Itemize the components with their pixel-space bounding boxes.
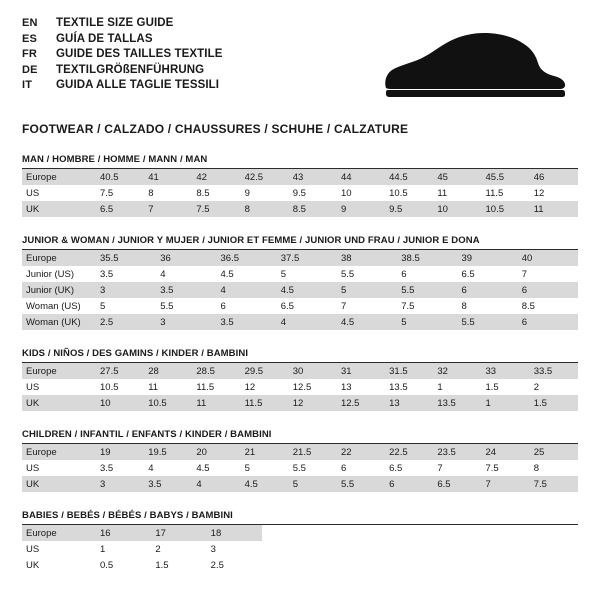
size-table-babies — [22, 510, 578, 573]
cell: 7 — [337, 298, 397, 314]
language-code: ES — [22, 32, 38, 45]
cell: 42.5 — [241, 169, 289, 185]
table-row — [22, 169, 578, 185]
cell: 6 — [518, 282, 578, 298]
language-title: GUIDA ALLE TAGLIE TESSILI — [56, 79, 220, 91]
cell: 9.5 — [289, 185, 337, 201]
cell: 44.5 — [385, 169, 433, 185]
cell: 45.5 — [482, 169, 530, 185]
cell: 5.5 — [156, 298, 216, 314]
cell: 6 — [385, 476, 433, 492]
cell: 16 — [96, 525, 151, 541]
table — [22, 444, 578, 492]
cell: 24 — [482, 444, 530, 460]
table-heading: JUNIOR & WOMAN / JUNIOR Y MUJER / JUNIOR ET FEMME / JUNIOR UND FRAU / JUNIOR E DONA — [22, 235, 578, 250]
cell: 1.5 — [530, 395, 578, 411]
cell: 1 — [482, 395, 530, 411]
cell: 4 — [156, 266, 216, 282]
cell: 21.5 — [289, 444, 337, 460]
cell: 6 — [518, 314, 578, 330]
table-row — [22, 444, 578, 460]
cell: 3.5 — [217, 314, 277, 330]
cell: 0.5 — [96, 557, 151, 573]
cell: 7.5 — [397, 298, 457, 314]
table-row — [22, 557, 262, 573]
table-row — [22, 201, 578, 217]
row-label: Junior (UK) — [22, 282, 96, 298]
table-row — [22, 250, 578, 266]
cell: 10.5 — [482, 201, 530, 217]
cell: 1.5 — [482, 379, 530, 395]
cell: 4 — [192, 476, 240, 492]
cell: 36.5 — [217, 250, 277, 266]
cell: 5 — [289, 476, 337, 492]
cell: 5.5 — [289, 460, 337, 476]
page-title: FOOTWEAR / CALZADO / CHAUSSURES / SCHUHE / CALZATURE — [22, 122, 409, 136]
cell: 11 — [530, 201, 578, 217]
cell: 21 — [241, 444, 289, 460]
table-row — [22, 298, 578, 314]
cell: 3 — [96, 282, 156, 298]
language-title: TEXTILE SIZE GUIDE — [56, 17, 174, 29]
cell: 10.5 — [96, 379, 144, 395]
cell: 9 — [337, 201, 385, 217]
cell: 10 — [337, 185, 385, 201]
cell: 8.5 — [192, 185, 240, 201]
cell: 11 — [433, 185, 481, 201]
row-label: US — [22, 541, 96, 557]
cell: 7 — [433, 460, 481, 476]
cell: 3.5 — [144, 476, 192, 492]
cell: 11 — [192, 395, 240, 411]
cell: 27.5 — [96, 363, 144, 379]
table-row — [22, 476, 578, 492]
table-row — [22, 525, 262, 541]
cell: 11.5 — [241, 395, 289, 411]
cell: 8 — [530, 460, 578, 476]
cell: 17 — [151, 525, 206, 541]
cell: 42 — [192, 169, 240, 185]
cell: 6.5 — [385, 460, 433, 476]
cell: 5.5 — [458, 314, 518, 330]
cell: 7.5 — [96, 185, 144, 201]
cell: 38 — [337, 250, 397, 266]
cell: 8.5 — [289, 201, 337, 217]
cell: 44 — [337, 169, 385, 185]
cell: 5.5 — [337, 266, 397, 282]
cell: 8 — [144, 185, 192, 201]
cell: 12 — [289, 395, 337, 411]
row-label: US — [22, 379, 96, 395]
cell: 2.5 — [96, 314, 156, 330]
cell: 29.5 — [241, 363, 289, 379]
size-table-kids — [22, 348, 578, 411]
row-label: US — [22, 185, 96, 201]
cell: 30 — [289, 363, 337, 379]
language-code: EN — [22, 17, 38, 29]
cell: 12.5 — [337, 395, 385, 411]
table-row — [22, 379, 578, 395]
cell: 6 — [337, 460, 385, 476]
page-header — [22, 16, 578, 112]
cell: 13 — [385, 395, 433, 411]
cell: 37.5 — [277, 250, 337, 266]
cell: 5.5 — [337, 476, 385, 492]
cell: 2 — [151, 541, 206, 557]
size-table-children — [22, 429, 578, 492]
table-heading: KIDS / NIÑOS / DES GAMINS / KINDER / BAMBINI — [22, 348, 578, 363]
cell: 32 — [433, 363, 481, 379]
table-row — [22, 314, 578, 330]
cell: 31.5 — [385, 363, 433, 379]
cell: 12 — [241, 379, 289, 395]
cell: 10.5 — [144, 395, 192, 411]
cell: 28 — [144, 363, 192, 379]
cell: 4 — [277, 314, 337, 330]
cell: 6 — [458, 282, 518, 298]
cell: 35.5 — [96, 250, 156, 266]
row-label: UK — [22, 201, 96, 217]
cell: 4 — [217, 282, 277, 298]
cell: 5.5 — [397, 282, 457, 298]
cell: 12 — [530, 185, 578, 201]
table — [22, 525, 262, 573]
cell: 2.5 — [207, 557, 262, 573]
dress-shoe-icon — [378, 30, 568, 100]
table-row — [22, 541, 262, 557]
cell: 19 — [96, 444, 144, 460]
cell: 11 — [144, 379, 192, 395]
cell: 20 — [192, 444, 240, 460]
cell: 13.5 — [385, 379, 433, 395]
cell: 2 — [530, 379, 578, 395]
language-title: GUIDE DES TAILLES TEXTILE — [56, 48, 223, 60]
language-code: IT — [22, 79, 33, 91]
cell: 7 — [482, 476, 530, 492]
row-label: Woman (US) — [22, 298, 96, 314]
cell: 4.5 — [241, 476, 289, 492]
table-row — [22, 395, 578, 411]
cell: 9.5 — [385, 201, 433, 217]
row-label: UK — [22, 557, 96, 573]
table-row — [22, 266, 578, 282]
cell: 3.5 — [156, 282, 216, 298]
language-code: DE — [22, 63, 38, 76]
row-label: Europe — [22, 444, 96, 460]
cell: 22.5 — [385, 444, 433, 460]
row-label: US — [22, 460, 96, 476]
language-title: GUÍA DE TALLAS — [56, 32, 153, 45]
cell: 6.5 — [458, 266, 518, 282]
cell: 43 — [289, 169, 337, 185]
row-label: UK — [22, 395, 96, 411]
table — [22, 250, 578, 330]
row-label: Junior (US) — [22, 266, 96, 282]
cell: 39 — [458, 250, 518, 266]
cell: 45 — [433, 169, 481, 185]
cell: 12.5 — [289, 379, 337, 395]
cell: 8.5 — [518, 298, 578, 314]
cell: 1.5 — [151, 557, 206, 573]
row-label: Europe — [22, 250, 96, 266]
cell: 9 — [241, 185, 289, 201]
cell: 7.5 — [192, 201, 240, 217]
row-label: Europe — [22, 525, 96, 541]
cell: 4.5 — [217, 266, 277, 282]
size-table-junior-woman — [22, 235, 578, 330]
table-row — [22, 460, 578, 476]
cell: 5 — [337, 282, 397, 298]
cell: 7 — [518, 266, 578, 282]
cell: 10 — [433, 201, 481, 217]
cell: 3 — [96, 476, 144, 492]
cell: 46 — [530, 169, 578, 185]
cell: 22 — [337, 444, 385, 460]
cell: 4.5 — [337, 314, 397, 330]
cell: 4.5 — [192, 460, 240, 476]
table-row — [22, 282, 578, 298]
cell: 4 — [144, 460, 192, 476]
cell: 7.5 — [482, 460, 530, 476]
cell: 40 — [518, 250, 578, 266]
cell: 10.5 — [385, 185, 433, 201]
cell: 8 — [241, 201, 289, 217]
cell: 6.5 — [277, 298, 337, 314]
cell: 25 — [530, 444, 578, 460]
cell: 5 — [96, 298, 156, 314]
cell: 7.5 — [530, 476, 578, 492]
cell: 3 — [156, 314, 216, 330]
cell: 36 — [156, 250, 216, 266]
cell: 11.5 — [192, 379, 240, 395]
table-row — [22, 363, 578, 379]
cell: 6 — [217, 298, 277, 314]
cell: 7 — [144, 201, 192, 217]
row-label: Europe — [22, 363, 96, 379]
cell: 5 — [241, 460, 289, 476]
cell: 1 — [96, 541, 151, 557]
cell: 5 — [277, 266, 337, 282]
size-table-man — [22, 154, 578, 217]
cell: 23.5 — [433, 444, 481, 460]
cell: 33 — [482, 363, 530, 379]
table — [22, 363, 578, 411]
cell: 10 — [96, 395, 144, 411]
table-heading: BABIES / BEBÉS / BÉBÉS / BABYS / BAMBINI — [22, 510, 578, 525]
cell: 31 — [337, 363, 385, 379]
table-heading: MAN / HOMBRE / HOMME / MANN / MAN — [22, 154, 578, 169]
language-title: TEXTILGRÖßENFÜHRUNG — [56, 63, 205, 76]
cell: 6.5 — [433, 476, 481, 492]
cell: 18 — [207, 525, 262, 541]
cell: 6 — [397, 266, 457, 282]
cell: 40.5 — [96, 169, 144, 185]
cell: 3.5 — [96, 460, 144, 476]
cell: 6.5 — [96, 201, 144, 217]
cell: 13 — [337, 379, 385, 395]
cell: 19.5 — [144, 444, 192, 460]
cell: 3 — [207, 541, 262, 557]
cell: 11.5 — [482, 185, 530, 201]
cell: 5 — [397, 314, 457, 330]
cell: 38.5 — [397, 250, 457, 266]
row-label: Europe — [22, 169, 96, 185]
table-heading: CHILDREN / INFANTIL / ENFANTS / KINDER / BAMBINI — [22, 429, 578, 444]
cell: 1 — [433, 379, 481, 395]
cell: 13.5 — [433, 395, 481, 411]
row-label: Woman (UK) — [22, 314, 96, 330]
cell: 41 — [144, 169, 192, 185]
table — [22, 169, 578, 217]
cell: 8 — [458, 298, 518, 314]
cell: 3.5 — [96, 266, 156, 282]
cell: 4.5 — [277, 282, 337, 298]
language-code: FR — [22, 48, 38, 60]
row-label: UK — [22, 476, 96, 492]
cell: 28.5 — [192, 363, 240, 379]
cell: 33.5 — [530, 363, 578, 379]
table-row — [22, 185, 578, 201]
